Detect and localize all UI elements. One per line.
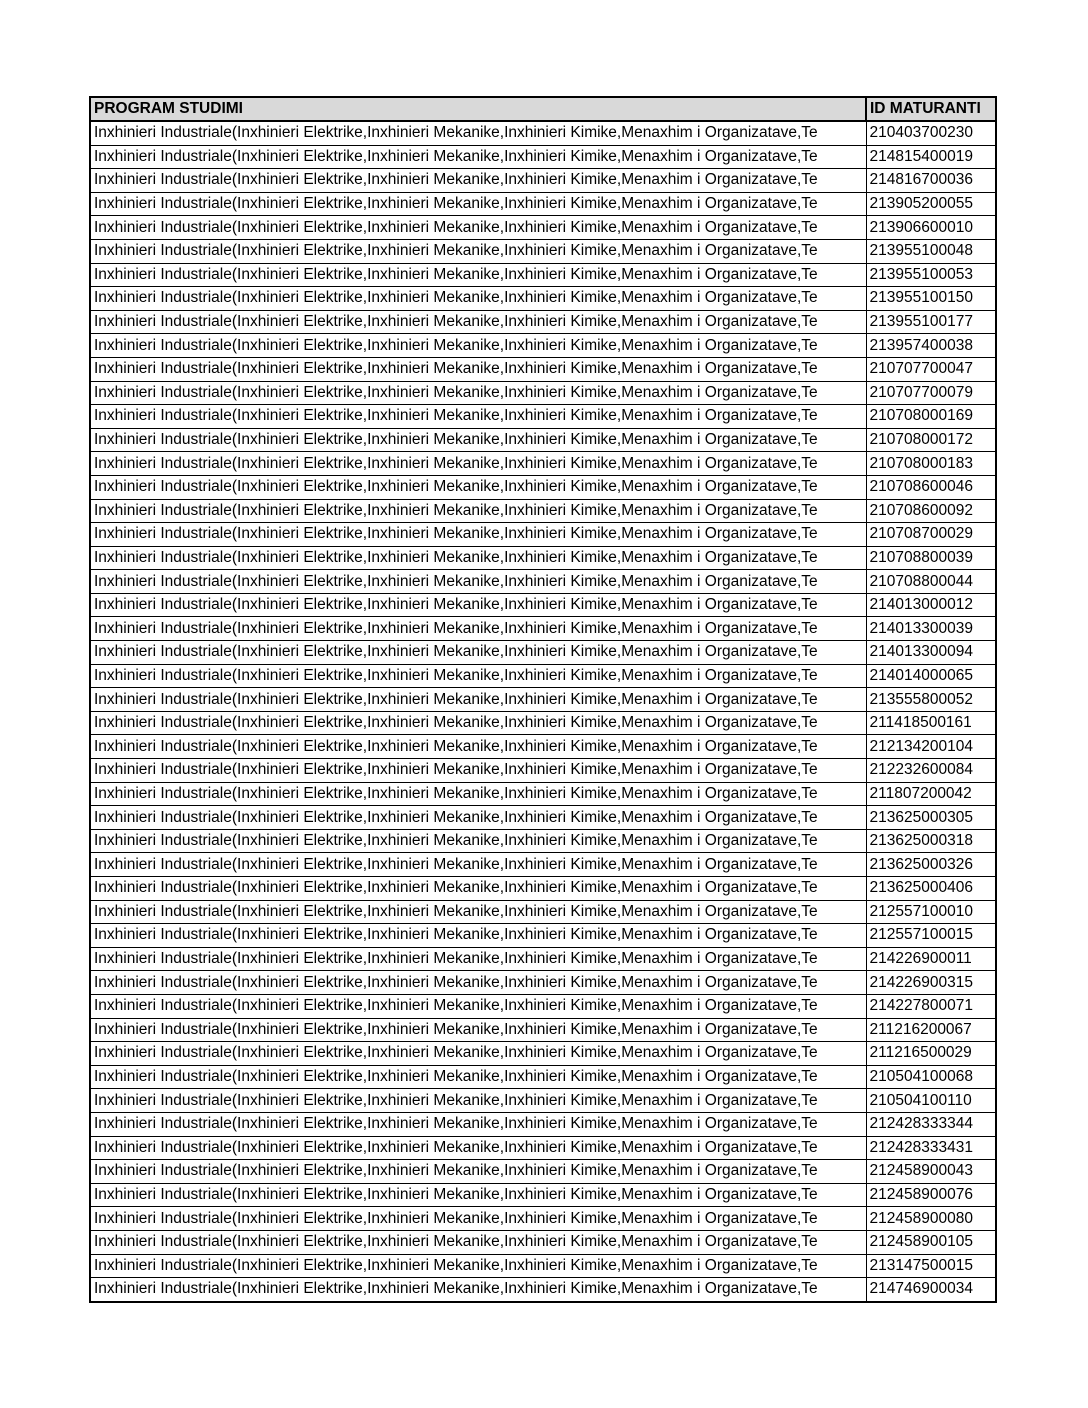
id-cell: 210504100110 [866,1089,996,1113]
table-header [90,97,996,121]
table-row [90,287,996,311]
table-row [90,169,996,193]
id-cell: 211418500161 [866,711,996,735]
program-cell: Inxhinieri Industriale(Inxhinieri Elektrike,Inxhinieri Mekanike,Inxhinieri Kimike,Menaxhim i Organizatave,Te [90,381,866,405]
id-cell: 214226900315 [866,971,996,995]
id-cell: 210708000183 [866,452,996,476]
program-cell: Inxhinieri Industriale(Inxhinieri Elektrike,Inxhinieri Mekanike,Inxhinieri Kimike,Menaxhim i Organizatave,Te [90,263,866,287]
id-cell: 212458900043 [866,1160,996,1184]
program-cell: Inxhinieri Industriale(Inxhinieri Elektrike,Inxhinieri Mekanike,Inxhinieri Kimike,Menaxhim i Organizatave,Te [90,499,866,523]
id-cell: 213955100177 [866,310,996,334]
id-cell: 210708800039 [866,546,996,570]
table-row [90,759,996,783]
id-cell: 212557100015 [866,924,996,948]
table-row [90,1089,996,1113]
table-row [90,263,996,287]
id-cell: 214013300039 [866,617,996,641]
program-cell: Inxhinieri Industriale(Inxhinieri Elektrike,Inxhinieri Mekanike,Inxhinieri Kimike,Menaxhim i Organizatave,Te [90,145,866,169]
id-cell: 213955100053 [866,263,996,287]
table-row [90,829,996,853]
table-row [90,688,996,712]
table-row [90,239,996,263]
id-cell: 210708700029 [866,523,996,547]
id-cell: 212232600084 [866,759,996,783]
program-cell: Inxhinieri Industriale(Inxhinieri Elektrike,Inxhinieri Mekanike,Inxhinieri Kimike,Menaxhim i Organizatave,Te [90,853,866,877]
id-cell: 214014000065 [866,664,996,688]
program-cell: Inxhinieri Industriale(Inxhinieri Elektrike,Inxhinieri Mekanike,Inxhinieri Kimike,Menaxhim i Organizatave,Te [90,357,866,381]
id-cell: 210708800044 [866,570,996,594]
program-cell: Inxhinieri Industriale(Inxhinieri Elektrike,Inxhinieri Mekanike,Inxhinieri Kimike,Menaxhim i Organizatave,Te [90,593,866,617]
program-cell: Inxhinieri Industriale(Inxhinieri Elektrike,Inxhinieri Mekanike,Inxhinieri Kimike,Menaxhim i Organizatave,Te [90,947,866,971]
table-row [90,664,996,688]
table-row [90,546,996,570]
id-cell: 210708600092 [866,499,996,523]
program-cell: Inxhinieri Industriale(Inxhinieri Elektrike,Inxhinieri Mekanike,Inxhinieri Kimike,Menaxhim i Organizatave,Te [90,900,866,924]
table-row [90,853,996,877]
program-cell: Inxhinieri Industriale(Inxhinieri Elektrike,Inxhinieri Mekanike,Inxhinieri Kimike,Menaxhim i Organizatave,Te [90,782,866,806]
id-cell: 210504100068 [866,1065,996,1089]
program-cell: Inxhinieri Industriale(Inxhinieri Elektrike,Inxhinieri Mekanike,Inxhinieri Kimike,Menaxhim i Organizatave,Te [90,1160,866,1184]
table-row [90,1042,996,1066]
table-row [90,1230,996,1254]
id-cell: 213957400038 [866,334,996,358]
program-cell: Inxhinieri Industriale(Inxhinieri Elektrike,Inxhinieri Mekanike,Inxhinieri Kimike,Menaxhim i Organizatave,Te [90,641,866,665]
program-cell: Inxhinieri Industriale(Inxhinieri Elektrike,Inxhinieri Mekanike,Inxhinieri Kimike,Menaxhim i Organizatave,Te [90,711,866,735]
id-cell: 214746900034 [866,1278,996,1302]
program-cell: Inxhinieri Industriale(Inxhinieri Elektrike,Inxhinieri Mekanike,Inxhinieri Kimike,Menaxhim i Organizatave,Te [90,1136,866,1160]
program-cell: Inxhinieri Industriale(Inxhinieri Elektrike,Inxhinieri Mekanike,Inxhinieri Kimike,Menaxhim i Organizatave,Te [90,1065,866,1089]
id-cell: 213906600010 [866,216,996,240]
program-cell: Inxhinieri Industriale(Inxhinieri Elektrike,Inxhinieri Mekanike,Inxhinieri Kimike,Menaxhim i Organizatave,Te [90,475,866,499]
id-cell: 210708600046 [866,475,996,499]
table-row [90,1183,996,1207]
program-cell: Inxhinieri Industriale(Inxhinieri Elektrike,Inxhinieri Mekanike,Inxhinieri Kimike,Menaxhim i Organizatave,Te [90,806,866,830]
table-row [90,994,996,1018]
table-row [90,357,996,381]
id-cell: 214815400019 [866,145,996,169]
id-cell: 213905200055 [866,192,996,216]
id-cell: 213625000305 [866,806,996,830]
table-row [90,1278,996,1302]
table-row [90,334,996,358]
program-cell: Inxhinieri Industriale(Inxhinieri Elektrike,Inxhinieri Mekanike,Inxhinieri Kimike,Menaxhim i Organizatave,Te [90,1254,866,1278]
id-cell: 213625000318 [866,829,996,853]
program-cell: Inxhinieri Industriale(Inxhinieri Elektrike,Inxhinieri Mekanike,Inxhinieri Kimike,Menaxhim i Organizatave,Te [90,735,866,759]
table-row [90,924,996,948]
table-row [90,1018,996,1042]
table-row [90,121,996,145]
table-row [90,405,996,429]
id-cell: 212557100010 [866,900,996,924]
table-row [90,499,996,523]
program-cell: Inxhinieri Industriale(Inxhinieri Elektrike,Inxhinieri Mekanike,Inxhinieri Kimike,Menaxhim i Organizatave,Te [90,1042,866,1066]
table-row [90,593,996,617]
program-cell: Inxhinieri Industriale(Inxhinieri Elektrike,Inxhinieri Mekanike,Inxhinieri Kimike,Menaxhim i Organizatave,Te [90,664,866,688]
program-cell: Inxhinieri Industriale(Inxhinieri Elektrike,Inxhinieri Mekanike,Inxhinieri Kimike,Menaxhim i Organizatave,Te [90,405,866,429]
program-cell: Inxhinieri Industriale(Inxhinieri Elektrike,Inxhinieri Mekanike,Inxhinieri Kimike,Menaxhim i Organizatave,Te [90,192,866,216]
table-row [90,381,996,405]
id-cell: 212134200104 [866,735,996,759]
program-cell: Inxhinieri Industriale(Inxhinieri Elektrike,Inxhinieri Mekanike,Inxhinieri Kimike,Menaxhim i Organizatave,Te [90,924,866,948]
program-cell: Inxhinieri Industriale(Inxhinieri Elektrike,Inxhinieri Mekanike,Inxhinieri Kimike,Menaxhim i Organizatave,Te [90,570,866,594]
table-row [90,475,996,499]
table-row [90,877,996,901]
table-row [90,523,996,547]
program-cell: Inxhinieri Industriale(Inxhinieri Elektrike,Inxhinieri Mekanike,Inxhinieri Kimike,Menaxhim i Organizatave,Te [90,239,866,263]
table-row [90,947,996,971]
program-cell: Inxhinieri Industriale(Inxhinieri Elektrike,Inxhinieri Mekanike,Inxhinieri Kimike,Menaxhim i Organizatave,Te [90,216,866,240]
id-cell: 214013300094 [866,641,996,665]
table-row [90,735,996,759]
table-row [90,192,996,216]
program-cell: Inxhinieri Industriale(Inxhinieri Elektrike,Inxhinieri Mekanike,Inxhinieri Kimike,Menaxhim i Organizatave,Te [90,1112,866,1136]
header-program-studimi: PROGRAM STUDIMI [90,97,866,121]
table-row [90,1160,996,1184]
program-cell: Inxhinieri Industriale(Inxhinieri Elektrike,Inxhinieri Mekanike,Inxhinieri Kimike,Menaxhim i Organizatave,Te [90,829,866,853]
program-cell: Inxhinieri Industriale(Inxhinieri Elektrike,Inxhinieri Mekanike,Inxhinieri Kimike,Menaxhim i Organizatave,Te [90,994,866,1018]
program-cell: Inxhinieri Industriale(Inxhinieri Elektrike,Inxhinieri Mekanike,Inxhinieri Kimike,Menaxhim i Organizatave,Te [90,523,866,547]
id-cell: 212428333431 [866,1136,996,1160]
table-row [90,145,996,169]
table-row [90,711,996,735]
program-cell: Inxhinieri Industriale(Inxhinieri Elektrike,Inxhinieri Mekanike,Inxhinieri Kimike,Menaxhim i Organizatave,Te [90,1278,866,1302]
id-cell: 210707700079 [866,381,996,405]
id-cell: 211807200042 [866,782,996,806]
id-cell: 214226900011 [866,947,996,971]
program-cell: Inxhinieri Industriale(Inxhinieri Elektrike,Inxhinieri Mekanike,Inxhinieri Kimike,Menaxhim i Organizatave,Te [90,169,866,193]
id-cell: 213147500015 [866,1254,996,1278]
program-cell: Inxhinieri Industriale(Inxhinieri Elektrike,Inxhinieri Mekanike,Inxhinieri Kimike,Menaxhim i Organizatave,Te [90,310,866,334]
id-cell: 213625000326 [866,853,996,877]
id-cell: 210403700230 [866,121,996,145]
table-row [90,1207,996,1231]
table-row [90,570,996,594]
id-cell: 213955100150 [866,287,996,311]
program-cell: Inxhinieri Industriale(Inxhinieri Elektrike,Inxhinieri Mekanike,Inxhinieri Kimike,Menaxhim i Organizatave,Te [90,287,866,311]
table-row [90,782,996,806]
table-row [90,617,996,641]
program-cell: Inxhinieri Industriale(Inxhinieri Elektrike,Inxhinieri Mekanike,Inxhinieri Kimike,Menaxhim i Organizatave,Te [90,334,866,358]
table-row [90,428,996,452]
program-cell: Inxhinieri Industriale(Inxhinieri Elektrike,Inxhinieri Mekanike,Inxhinieri Kimike,Menaxhim i Organizatave,Te [90,1230,866,1254]
id-cell: 213555800052 [866,688,996,712]
id-cell: 211216200067 [866,1018,996,1042]
table-row [90,806,996,830]
table-row [90,216,996,240]
id-cell: 212458900076 [866,1183,996,1207]
program-cell: Inxhinieri Industriale(Inxhinieri Elektrike,Inxhinieri Mekanike,Inxhinieri Kimike,Menaxhim i Organizatave,Te [90,452,866,476]
program-cell: Inxhinieri Industriale(Inxhinieri Elektrike,Inxhinieri Mekanike,Inxhinieri Kimike,Menaxhim i Organizatave,Te [90,688,866,712]
table-row [90,900,996,924]
id-cell: 210707700047 [866,357,996,381]
table-row [90,1136,996,1160]
id-cell: 213625000406 [866,877,996,901]
program-cell: Inxhinieri Industriale(Inxhinieri Elektrike,Inxhinieri Mekanike,Inxhinieri Kimike,Menaxhim i Organizatave,Te [90,759,866,783]
program-cell: Inxhinieri Industriale(Inxhinieri Elektrike,Inxhinieri Mekanike,Inxhinieri Kimike,Menaxhim i Organizatave,Te [90,877,866,901]
program-cell: Inxhinieri Industriale(Inxhinieri Elektrike,Inxhinieri Mekanike,Inxhinieri Kimike,Menaxhim i Organizatave,Te [90,1089,866,1113]
table-row [90,452,996,476]
header-id-maturanti: ID MATURANTI [866,97,996,121]
program-cell: Inxhinieri Industriale(Inxhinieri Elektrike,Inxhinieri Mekanike,Inxhinieri Kimike,Menaxhim i Organizatave,Te [90,546,866,570]
id-cell: 210708000169 [866,405,996,429]
table-row [90,1065,996,1089]
id-cell: 211216500029 [866,1042,996,1066]
program-cell: Inxhinieri Industriale(Inxhinieri Elektrike,Inxhinieri Mekanike,Inxhinieri Kimike,Menaxhim i Organizatave,Te [90,428,866,452]
header-row [90,97,996,121]
id-cell: 214227800071 [866,994,996,1018]
id-cell: 212458900105 [866,1230,996,1254]
table-row [90,310,996,334]
id-cell: 214816700036 [866,169,996,193]
program-cell: Inxhinieri Industriale(Inxhinieri Elektrike,Inxhinieri Mekanike,Inxhinieri Kimike,Menaxhim i Organizatave,Te [90,617,866,641]
program-cell: Inxhinieri Industriale(Inxhinieri Elektrike,Inxhinieri Mekanike,Inxhinieri Kimike,Menaxhim i Organizatave,Te [90,1183,866,1207]
id-cell: 212458900080 [866,1207,996,1231]
table-body [90,121,996,1302]
id-cell: 212428333344 [866,1112,996,1136]
program-cell: Inxhinieri Industriale(Inxhinieri Elektrike,Inxhinieri Mekanike,Inxhinieri Kimike,Menaxhim i Organizatave,Te [90,971,866,995]
id-cell: 210708000172 [866,428,996,452]
table-row [90,641,996,665]
table-row [90,1254,996,1278]
id-cell: 213955100048 [866,239,996,263]
program-cell: Inxhinieri Industriale(Inxhinieri Elektrike,Inxhinieri Mekanike,Inxhinieri Kimike,Menaxhim i Organizatave,Te [90,121,866,145]
program-cell: Inxhinieri Industriale(Inxhinieri Elektrike,Inxhinieri Mekanike,Inxhinieri Kimike,Menaxhim i Organizatave,Te [90,1018,866,1042]
id-cell: 214013000012 [866,593,996,617]
table-row [90,971,996,995]
program-cell: Inxhinieri Industriale(Inxhinieri Elektrike,Inxhinieri Mekanike,Inxhinieri Kimike,Menaxhim i Organizatave,Te [90,1207,866,1231]
table-row [90,1112,996,1136]
student-table [89,96,997,1303]
